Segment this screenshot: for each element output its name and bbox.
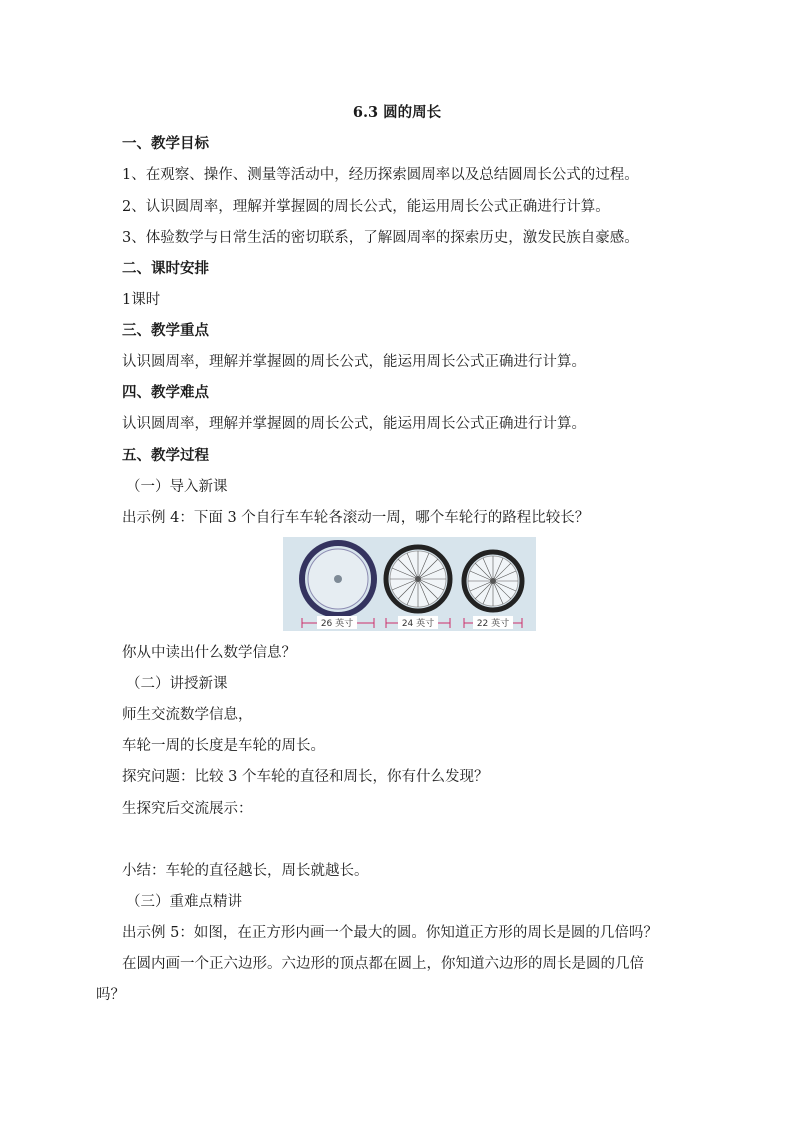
part-2-line-2: 车轮一周的长度是车轮的周长。 bbox=[122, 738, 325, 754]
heading-teaching-goals: 一、教学目标 bbox=[122, 135, 209, 152]
heading-part-3: （三）重难点精讲 bbox=[126, 894, 242, 910]
heading-difficulties: 四、教学难点 bbox=[122, 384, 209, 401]
heading-schedule: 二、课时安排 bbox=[122, 260, 209, 277]
wheel-label-22: 22 英寸 bbox=[476, 619, 510, 629]
hexagon-question-line-2: 吗？ bbox=[96, 987, 125, 1003]
heading-part-1: （一）导入新课 bbox=[126, 479, 228, 495]
bicycle-wheels-figure bbox=[283, 537, 536, 631]
goal-item-1: 1、在观察、操作、测量等活动中，经历探索圆周率以及总结圆周长公式的过程。 bbox=[122, 167, 639, 183]
wheel-label-26: 26 英寸 bbox=[320, 619, 354, 629]
heading-process: 五、教学过程 bbox=[122, 447, 209, 464]
wheel-label-24: 24 英寸 bbox=[401, 619, 435, 629]
part-2-line-3: 探究问题：比较 3 个车轮的直径和周长，你有什么发现？ bbox=[122, 769, 489, 785]
heading-key-points: 三、教学重点 bbox=[122, 322, 209, 339]
difficulties-text: 认识圆周率，理解并掌握圆的周长公式，能运用周长公式正确进行计算。 bbox=[122, 416, 586, 432]
part-2-line-1: 师生交流数学信息， bbox=[122, 707, 253, 723]
summary-text: 小结：车轮的直径越长，周长就越长。 bbox=[122, 863, 369, 879]
key-points-text: 认识圆周率，理解并掌握圆的周长公式，能运用周长公式正确进行计算。 bbox=[122, 354, 586, 370]
page-title: 6.3 圆的周长 bbox=[352, 104, 442, 121]
example-4-text: 出示例 4：下面 3 个自行车车轮各滚动一周，哪个车轮行的路程比较长？ bbox=[122, 510, 590, 526]
part-2-line-4: 生探究后交流展示： bbox=[122, 801, 253, 817]
heading-part-2: （二）讲授新课 bbox=[126, 676, 228, 692]
hexagon-question-line-1: 在圆内画一个正六边形。六边形的顶点都在圆上，你知道六边形的周长是圆的几倍 bbox=[122, 956, 644, 972]
question-read-info: 你从中读出什么数学信息？ bbox=[122, 645, 296, 661]
goal-item-2: 2、认识圆周率，理解并掌握圆的周长公式，能运用周长公式正确进行计算。 bbox=[122, 199, 610, 215]
example-5-text: 出示例 5：如图，在正方形内画一个最大的圆。你知道正方形的周长是圆的几倍吗？ bbox=[122, 925, 658, 941]
schedule-text: 1课时 bbox=[122, 292, 161, 308]
goal-item-3: 3、体验数学与日常生活的密切联系，了解圆周率的探索历史，激发民族自豪感。 bbox=[122, 230, 639, 246]
